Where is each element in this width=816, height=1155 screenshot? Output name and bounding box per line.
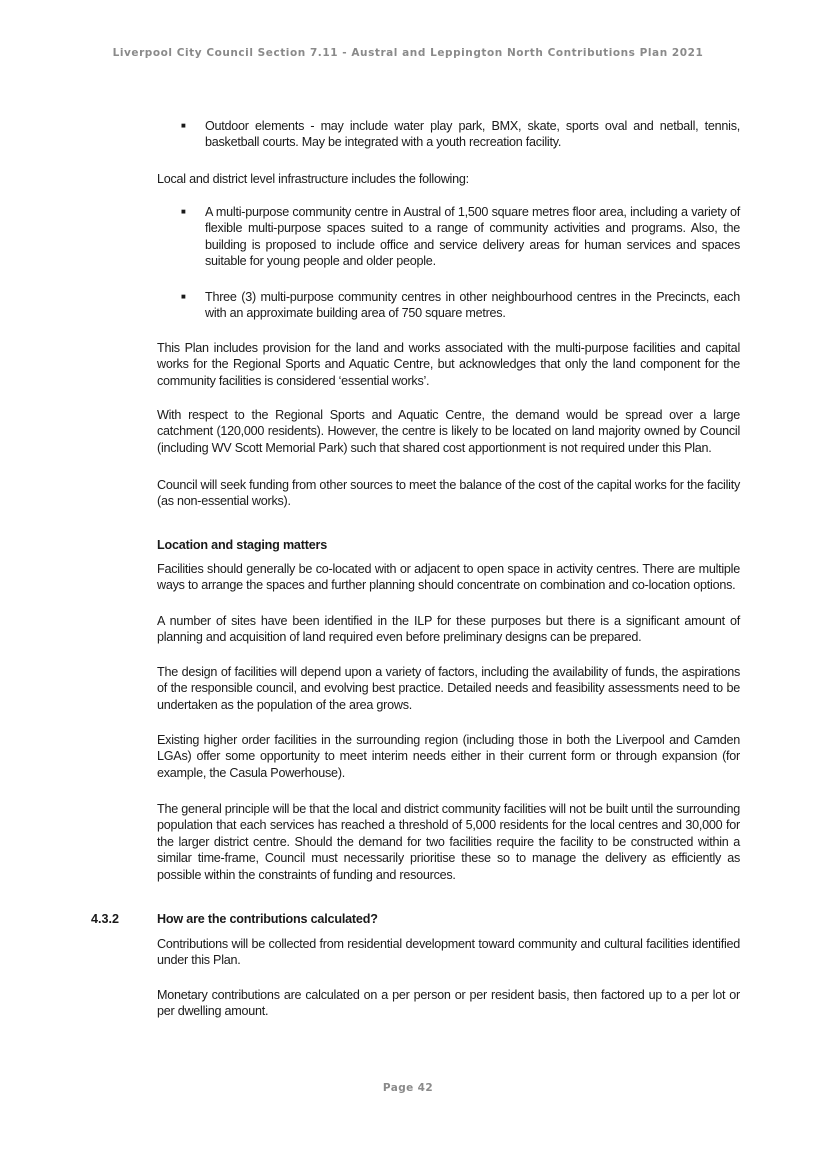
bullet-item xyxy=(178,118,740,151)
paragraph xyxy=(157,732,740,781)
paragraph-text: The design of facilities will depend upon a variety of factors, including the availability of funds, the aspirations of the responsible council, and evolving best practice. Detailed needs and feasibility assessments need to be undertaken as the population of the area grows. xyxy=(157,665,740,712)
paragraph xyxy=(157,340,740,389)
paragraph-text: Facilities should generally be co-located with or adjacent to open space in activity centres. There are multiple ways to arrange the spaces and further planning should concentrate on combination and co-location options. xyxy=(157,562,740,593)
bullet-text: Outdoor elements - may include water play park, BMX, skate, sports oval and netball, tennis, basketball courts. May be integrated with a youth recreation facility. xyxy=(205,119,740,150)
paragraph xyxy=(157,801,740,883)
section-number: 4.3.2 xyxy=(91,912,120,926)
paragraph xyxy=(157,664,740,713)
bullet-item xyxy=(178,289,740,322)
paragraph xyxy=(157,613,740,646)
page-number: Page 42 xyxy=(382,1082,434,1094)
paragraph-text: Council will seek funding from other sources to meet the balance of the cost of the capital works for the facility (as non-essential works). xyxy=(157,478,740,509)
section-title: How are the contributions calculated? xyxy=(157,912,378,926)
paragraph xyxy=(157,936,740,969)
paragraph-text: With respect to the Regional Sports and Aquatic Centre, the demand would be spread over a large catchment (120,000 residents). However, the centre is likely to be located on land majority owned by Council (including WV Scott Memorial Park) such that shared cost apportionment is not required under this Plan. xyxy=(157,408,740,455)
paragraph-text: Monetary contributions are calculated on a per person or per resident basis, then factored up to a per lot or per dwelling amount. xyxy=(157,988,740,1019)
paragraph-text: Contributions will be collected from residential development toward community and cultural facilities identified under this Plan. xyxy=(157,937,740,968)
bullet-square-icon: ■ xyxy=(181,121,186,130)
paragraph-text: Local and district level infrastructure includes the following: xyxy=(157,172,469,186)
paragraph xyxy=(157,561,740,594)
page-header: Liverpool City Council Section 7.11 - Austral and Leppington North Contributions Plan 2021 xyxy=(112,47,704,59)
paragraph-text: This Plan includes provision for the land and works associated with the multi-purpose facilities and capital works for the Regional Sports and Aquatic Centre, but acknowledges that only the land component for the community facilities is considered ‘essential works’. xyxy=(157,341,740,388)
bullet-text: A multi-purpose community centre in Austral of 1,500 square metres floor area, including a variety of flexible multi-purpose spaces suited to a range of community activities and programs. Also, the building is proposed to include office and service delivery areas for human services and spaces suitable for young people and older people. xyxy=(205,205,740,269)
location-heading: Location and staging matters xyxy=(157,538,328,552)
paragraph-text: Existing higher order facilities in the surrounding region (including those in both the Liverpool and Camden LGAs) offer some opportunity to meet interim needs either in their current form or through expansion (for example, the Casula Powerhouse). xyxy=(157,733,740,780)
intro-paragraph xyxy=(157,171,740,187)
bullet-square-icon: ■ xyxy=(181,292,186,301)
bullet-item xyxy=(178,204,740,270)
bullet-square-icon: ■ xyxy=(181,207,186,216)
paragraph-text: The general principle will be that the local and district community facilities will not be built until the surrounding population that each services has reached a threshold of 5,000 residents for the local centres and 30,000 for the larger district centre. Should the demand for two facilities require the facility to be constructed within a similar time-frame, Council must necessarily prioritise these so to manage the delivery as efficiently as possible within the constraints of funding and resources. xyxy=(157,802,740,882)
paragraph xyxy=(157,987,740,1020)
paragraph xyxy=(157,407,740,456)
paragraph xyxy=(157,477,740,510)
bullet-text: Three (3) multi-purpose community centres in other neighbourhood centres in the Precincts, each with an approximate building area of 750 square metres. xyxy=(205,290,740,321)
paragraph-text: A number of sites have been identified in the ILP for these purposes but there is a significant amount of planning and acquisition of land required even before preliminary designs can be prepared. xyxy=(157,614,740,645)
